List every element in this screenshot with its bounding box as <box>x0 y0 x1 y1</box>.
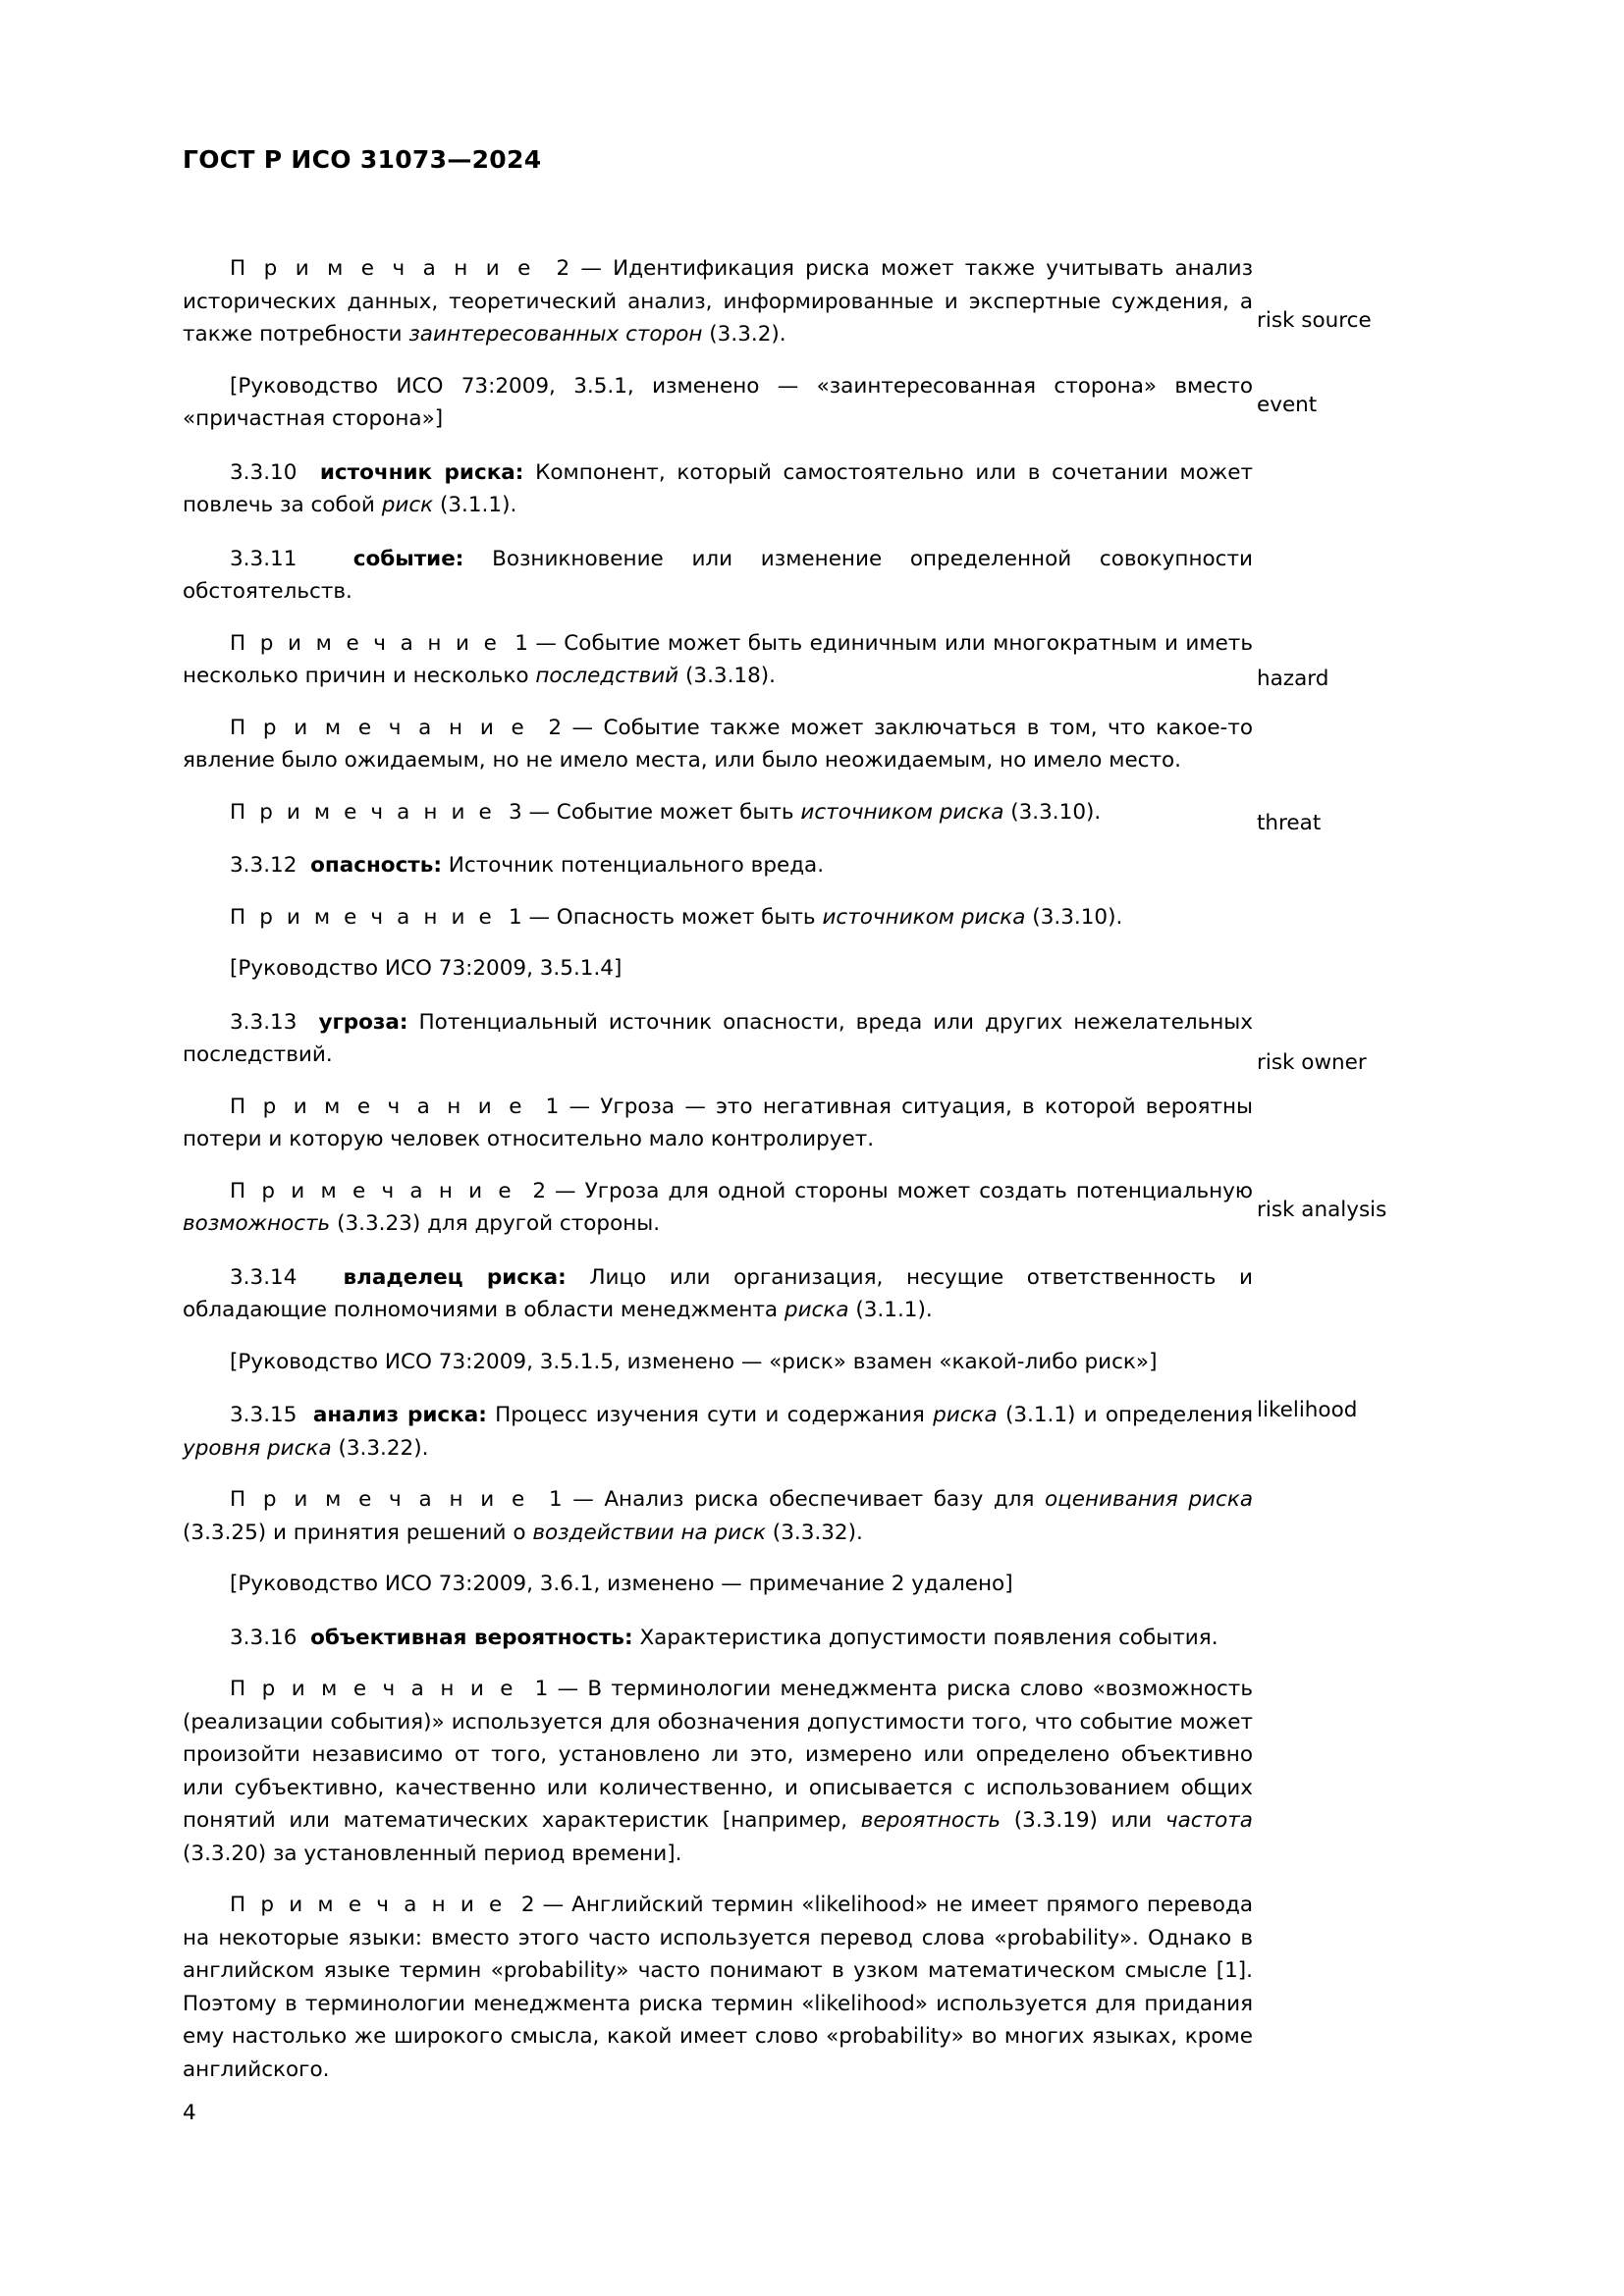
note-label: П р и м е ч а н и е <box>230 904 496 930</box>
note-number: 2 <box>520 1893 535 1917</box>
entry-number: 3.3.15 <box>230 1403 298 1427</box>
entry-text: Лицо или организация, несущие ответственность и обладающие полномочиями в области менеджмента <box>183 1264 1253 1322</box>
note-text: — Опасность может быть <box>521 904 823 930</box>
entry-text: Источник потенциального вреда. <box>441 853 825 878</box>
note-tail: (3.3.2). <box>702 322 786 347</box>
entry-text: Характеристика допустимости появления события. <box>632 1625 1218 1650</box>
term-entry <box>183 1622 1253 1655</box>
paragraph-source: [Руководство ИСО 73:2009, 3.5.1.4] <box>230 956 623 981</box>
paragraph-note <box>183 796 1253 829</box>
note-italic: вероятность <box>860 1808 1001 1833</box>
note-italic: возможность <box>183 1211 331 1236</box>
paragraph-note <box>183 627 1253 693</box>
note-italic-2: воздействии на риск <box>532 1520 766 1545</box>
note-label: П р и м е ч а н и е <box>230 1677 517 1701</box>
note-tail: (3.3.10). <box>1003 799 1102 825</box>
note-tail: (3.3.18). <box>678 664 777 688</box>
note-tail: (3.3.19) или <box>1001 1808 1165 1833</box>
english-term: threat <box>1257 811 1322 835</box>
term-entry <box>183 1399 1253 1465</box>
note-label: П р и м е ч а н и е <box>230 1893 506 1917</box>
note-italic: оценивания риска <box>1044 1487 1254 1512</box>
paragraph-source: [Руководство ИСО 73:2009, 3.6.1, изменено — примечание 2 удалено] <box>230 1572 1013 1596</box>
entry-italic-2: уровня риска <box>183 1435 332 1461</box>
entry-italic: риска <box>784 1298 849 1322</box>
entry-number: 3.3.12 <box>230 853 298 878</box>
paragraph-note <box>183 252 1253 351</box>
paragraph-source: [Руководство ИСО 73:2009, 3.5.1.5, изменено — «риск» взамен «какой-либо риск»] <box>230 1349 1158 1374</box>
note-label: П р и м е ч а н и е <box>230 1094 526 1119</box>
entry-tail: (3.1.1). <box>848 1298 933 1322</box>
english-term: event <box>1257 393 1318 417</box>
note-number: 1 <box>534 1677 549 1701</box>
note-text: — В терминологии менеджмента риска слово «возможность (реализации события)» используется для обозначения допустимости того, что событие может произойти независимо от того, установлено ли это, измерено или определено объективно или субъективно, качественно или количественно, и описывается с использованием общих понятий или математических характеристик [например, <box>183 1677 1254 1833</box>
note-number: 2 <box>532 1178 546 1203</box>
note-label: П р и м е ч а н и е <box>230 630 501 656</box>
note-text: — Событие может быть <box>521 799 801 825</box>
entry-italic: риска <box>933 1403 998 1427</box>
term-entry <box>183 1261 1253 1327</box>
paragraph-note <box>183 1483 1253 1549</box>
note-number: 1 <box>549 1487 563 1512</box>
entry-term: угроза: <box>318 1009 408 1035</box>
page-header: ГОСТ Р ИСО 31073—2024 <box>183 145 542 174</box>
note-label: П р и м е ч а н и е <box>230 256 534 281</box>
note-text: — Событие может быть единичным или многократным и иметь несколько причин и несколько <box>183 630 1253 688</box>
note-tail-2: (3.3.32). <box>765 1520 863 1545</box>
entry-number: 3.3.16 <box>230 1625 298 1650</box>
note-number: 2 <box>548 715 563 740</box>
note-number: 1 <box>508 904 522 930</box>
note-tail: (3.3.10). <box>1025 904 1123 930</box>
entry-text: Потенциальный источник опасности, вреда или других нежелательных последствий. <box>183 1009 1253 1067</box>
paragraph-note <box>183 1091 1253 1156</box>
entry-text: Процесс изучения сути и содержания <box>486 1403 934 1427</box>
note-text: — Угроза для одной стороны может создать потенциальную <box>546 1178 1253 1203</box>
entry-number: 3.3.14 <box>230 1264 298 1290</box>
entry-italic: риск <box>381 493 434 517</box>
term-entry <box>183 1006 1253 1072</box>
paragraph-note <box>183 1889 1253 2086</box>
paragraph-note <box>183 1673 1253 1870</box>
note-tail: (3.3.25) и принятия решений о <box>183 1520 533 1545</box>
note-text: — Событие также может заключаться в том, что какое-то явление было ожидаемым, но не имело места, или было неожидаемым, но имело место. <box>183 715 1253 773</box>
entry-term: источник риска: <box>319 459 524 485</box>
note-italic: заинтересованных сторон <box>408 322 703 347</box>
note-number: 1 <box>514 630 528 656</box>
paragraph-source: [Руководство ИСО 73:2009, 3.5.1, изменено — «заинтересованная сторона» вместо «причастная сторона»] <box>183 373 1253 431</box>
entry-term: событие: <box>352 546 464 571</box>
note-label: П р и м е ч а н и е <box>230 799 496 825</box>
note-text: — Анализ риска обеспечивает базу для <box>562 1487 1045 1512</box>
english-term: risk owner <box>1257 1050 1367 1075</box>
entry-tail: (3.1.1). <box>433 493 517 517</box>
note-italic: источником риска <box>822 904 1026 930</box>
note-number: 3 <box>508 799 522 825</box>
note-label: П р и м е ч а н и е <box>230 1487 528 1512</box>
note-text: — Идентификация риска может также учитывать анализ исторических данных, теоретический анализ, информированные и экспертные суждения, а также потребности <box>183 256 1254 347</box>
entry-term: анализ риска: <box>312 1403 487 1427</box>
entry-tail: (3.1.1) и определения <box>997 1403 1254 1427</box>
document-body <box>183 234 1253 2086</box>
term-entry <box>183 849 1253 882</box>
entry-number: 3.3.10 <box>230 459 298 485</box>
note-label: П р и м е ч а н и е <box>230 1178 515 1203</box>
term-entry <box>183 456 1253 522</box>
entry-term: объективная вероятность: <box>310 1625 633 1650</box>
english-term: risk source <box>1257 308 1372 333</box>
note-number: 1 <box>545 1094 560 1119</box>
note-italic: источником риска <box>800 799 1004 825</box>
english-term: hazard <box>1257 667 1329 691</box>
entry-number: 3.3.11 <box>230 546 298 571</box>
note-italic-2: частота <box>1164 1808 1253 1833</box>
term-entry <box>183 543 1253 609</box>
english-term: likelihood <box>1257 1398 1358 1422</box>
note-label: П р и м е ч а н и е <box>230 715 528 740</box>
note-tail: (3.3.23) для другой стороны. <box>330 1211 661 1236</box>
english-term: risk analysis <box>1257 1198 1387 1222</box>
entry-term: владелец риска: <box>343 1264 567 1290</box>
page-number: 4 <box>183 2101 196 2125</box>
paragraph-note <box>183 1175 1253 1241</box>
entry-number: 3.3.13 <box>230 1009 298 1035</box>
note-text: — Английский термин «likelihood» не имеет прямого перевода на некоторые языки: вместо этого часто используется перевод слова «probability». Однако в английском языке термин «probability» часто понимают в узком математическом смысле [1]. Поэтому в терминологии менеджмента риска термин «likelihood» используется для придания ему настолько же широкого смысла, какой имеет слово «probability» во многих языках, кроме английского. <box>183 1893 1253 2082</box>
entry-tail-2: (3.3.22). <box>331 1435 429 1461</box>
entry-text: Компонент, который самостоятельно или в сочетании может повлечь за собой <box>183 459 1253 517</box>
note-number: 2 <box>556 256 570 281</box>
paragraph-note <box>183 712 1253 777</box>
note-italic: последствий <box>535 664 679 688</box>
note-tail-2: (3.3.20) за установленный период времени]. <box>183 1841 682 1866</box>
paragraph-note <box>183 901 1253 934</box>
entry-text: Возникновение или изменение определенной совокупности обстоятельств. <box>183 546 1253 604</box>
note-text: — Угроза — это негативная ситуация, в которой вероятны потери и которую человек относительно мало контролирует. <box>183 1094 1253 1151</box>
entry-term: опасность: <box>310 853 442 878</box>
